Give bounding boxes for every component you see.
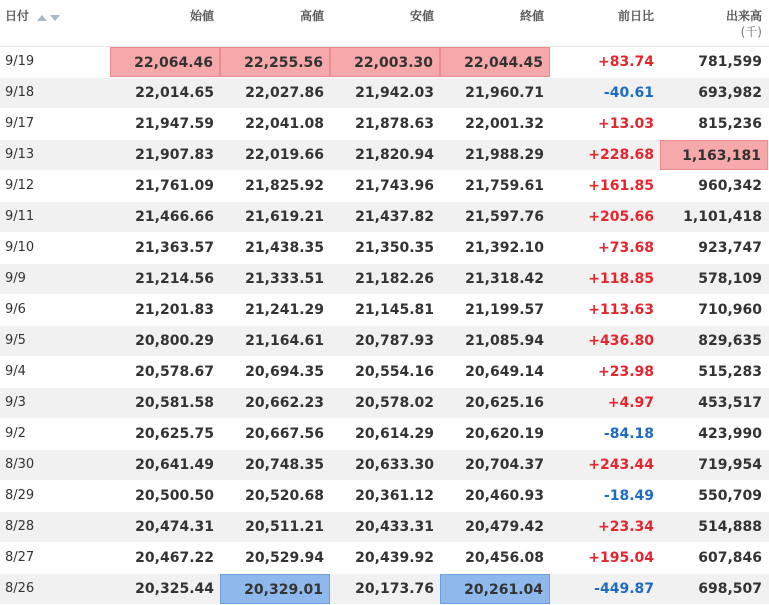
cell-close: 22,044.45 [440, 47, 550, 77]
cell-close: 20,625.16 [465, 395, 544, 411]
cell-close: 20,649.14 [465, 364, 544, 380]
cell-high: 22,255.56 [220, 47, 330, 77]
table-row [0, 574, 769, 605]
cell-volume: 515,283 [698, 364, 762, 380]
cell-volume: 550,709 [698, 488, 762, 504]
cell-high: 21,241.29 [245, 302, 324, 318]
cell-low: 21,878.63 [355, 116, 434, 132]
cell-close: 21,960.71 [465, 85, 544, 101]
cell-open: 21,907.83 [135, 147, 214, 163]
cell-change: +243.44 [588, 457, 654, 473]
cell-close: 21,759.61 [465, 178, 544, 194]
cell-open: 20,474.31 [135, 519, 214, 535]
cell-date: 9/4 [5, 364, 26, 379]
cell-open: 20,325.44 [135, 581, 214, 597]
column-header-high: 高値 [299, 9, 324, 23]
cell-date: 9/18 [5, 85, 35, 100]
cell-open: 20,641.49 [135, 457, 214, 473]
cell-date: 9/9 [5, 271, 26, 286]
cell-change: -449.87 [594, 581, 654, 597]
column-header-open: 始値 [189, 9, 214, 23]
cell-volume: 423,990 [698, 426, 762, 442]
column-header-change: 前日比 [617, 9, 654, 23]
cell-volume: 693,982 [698, 85, 762, 101]
table-row [0, 78, 769, 109]
table-header [0, 0, 769, 47]
cell-date: 9/19 [5, 54, 35, 69]
table-row [0, 171, 769, 202]
cell-low: 20,633.30 [355, 457, 434, 473]
table-body [0, 47, 769, 605]
cell-close: 20,620.19 [465, 426, 544, 442]
cell-volume: 960,342 [698, 178, 762, 194]
cell-volume: 1,163,181 [660, 140, 768, 170]
cell-low: 20,173.76 [355, 581, 434, 597]
cell-open: 20,500.50 [135, 488, 214, 504]
cell-close: 20,704.37 [465, 457, 544, 473]
table-row [0, 543, 769, 574]
cell-change: +205.66 [588, 209, 654, 225]
cell-open: 21,947.59 [135, 116, 214, 132]
cell-date: 8/28 [5, 519, 35, 534]
cell-high: 22,027.86 [245, 85, 324, 101]
cell-open: 20,800.29 [135, 333, 214, 349]
cell-low: 20,433.31 [355, 519, 434, 535]
cell-volume: 514,888 [698, 519, 762, 535]
cell-low: 20,614.29 [355, 426, 434, 442]
cell-high: 21,333.51 [245, 271, 324, 287]
table-row [0, 295, 769, 326]
cell-low: 21,820.94 [355, 147, 434, 163]
table-row [0, 388, 769, 419]
table-row [0, 140, 769, 171]
cell-change: +118.85 [588, 271, 654, 287]
cell-low: 20,578.02 [355, 395, 434, 411]
cell-close: 21,988.29 [465, 147, 544, 163]
cell-open: 21,466.66 [135, 209, 214, 225]
cell-high: 20,748.35 [245, 457, 324, 473]
cell-open: 20,581.58 [135, 395, 214, 411]
cell-change: -18.49 [603, 488, 654, 504]
table-row [0, 419, 769, 450]
cell-high: 20,667.56 [245, 426, 324, 442]
cell-date: 9/6 [5, 302, 26, 317]
column-header-close: 終値 [519, 9, 544, 23]
cell-open: 20,467.22 [135, 550, 214, 566]
cell-open: 22,014.65 [135, 85, 214, 101]
cell-volume: 607,846 [698, 550, 762, 566]
cell-close: 21,318.42 [465, 271, 544, 287]
cell-date: 8/30 [5, 457, 35, 472]
table-row [0, 202, 769, 233]
cell-low: 20,361.12 [355, 488, 434, 504]
column-header-date[interactable] [5, 9, 63, 24]
cell-change: +161.85 [588, 178, 654, 194]
cell-open: 21,201.83 [135, 302, 214, 318]
sort-descending-icon[interactable] [50, 15, 60, 21]
table-row [0, 264, 769, 295]
cell-volume: 781,599 [698, 54, 762, 70]
column-header-volume-unit: (千) [740, 25, 762, 39]
cell-volume: 578,109 [698, 271, 762, 287]
cell-close: 21,597.76 [465, 209, 544, 225]
cell-change: +113.63 [588, 302, 654, 318]
cell-date: 9/2 [5, 426, 26, 441]
cell-open: 21,363.57 [135, 240, 214, 256]
cell-volume: 710,960 [698, 302, 762, 318]
cell-change: -40.61 [603, 85, 654, 101]
cell-high: 20,511.21 [245, 519, 324, 535]
table-row [0, 233, 769, 264]
table-row [0, 481, 769, 512]
cell-volume: 719,954 [698, 457, 762, 473]
cell-close: 20,456.08 [465, 550, 544, 566]
cell-open: 21,214.56 [135, 271, 214, 287]
sort-ascending-icon[interactable] [37, 15, 47, 21]
cell-change: +83.74 [597, 54, 654, 70]
cell-close: 22,001.32 [465, 116, 544, 132]
cell-close: 21,085.94 [465, 333, 544, 349]
cell-low: 22,003.30 [330, 47, 440, 77]
cell-open: 20,625.75 [135, 426, 214, 442]
cell-change: +23.98 [597, 364, 654, 380]
cell-high: 22,019.66 [245, 147, 324, 163]
cell-date: 9/5 [5, 333, 26, 348]
cell-volume: 453,517 [698, 395, 762, 411]
cell-high: 20,529.94 [245, 550, 324, 566]
cell-open: 22,064.46 [110, 47, 220, 77]
cell-high: 21,164.61 [245, 333, 324, 349]
cell-change: +23.34 [597, 519, 654, 535]
cell-close: 20,460.93 [465, 488, 544, 504]
cell-change: +436.80 [588, 333, 654, 349]
cell-high: 20,662.23 [245, 395, 324, 411]
column-header-volume-label: 出来高 [725, 9, 762, 23]
table-row [0, 47, 769, 78]
cell-high: 21,438.35 [245, 240, 324, 256]
cell-low: 20,439.92 [355, 550, 434, 566]
cell-change: +195.04 [588, 550, 654, 566]
cell-high: 20,520.68 [245, 488, 324, 504]
cell-volume: 815,236 [698, 116, 762, 132]
cell-change: +13.03 [597, 116, 654, 132]
cell-low: 20,554.16 [355, 364, 434, 380]
table-row [0, 450, 769, 481]
sort-toggle[interactable] [37, 10, 63, 24]
cell-high: 21,619.21 [245, 209, 324, 225]
cell-high: 21,825.92 [245, 178, 324, 194]
cell-open: 20,578.67 [135, 364, 214, 380]
cell-date: 9/3 [5, 395, 26, 410]
cell-change: -84.18 [603, 426, 654, 442]
cell-low: 21,437.82 [355, 209, 434, 225]
cell-close: 20,479.42 [465, 519, 544, 535]
cell-low: 21,145.81 [355, 302, 434, 318]
column-header-volume [660, 9, 762, 39]
cell-date: 9/13 [5, 147, 35, 162]
cell-close: 20,261.04 [440, 574, 550, 604]
cell-volume: 698,507 [698, 581, 762, 597]
cell-date: 9/10 [5, 240, 35, 255]
table-row [0, 512, 769, 543]
cell-low: 21,350.35 [355, 240, 434, 256]
cell-close: 21,392.10 [465, 240, 544, 256]
cell-close: 21,199.57 [465, 302, 544, 318]
column-header-low: 安値 [409, 9, 434, 23]
cell-change: +228.68 [588, 147, 654, 163]
table-row [0, 357, 769, 388]
cell-change: +73.68 [597, 240, 654, 256]
cell-low: 20,787.93 [355, 333, 434, 349]
cell-low: 21,743.96 [355, 178, 434, 194]
cell-high: 22,041.08 [245, 116, 324, 132]
table-row [0, 326, 769, 357]
cell-date: 8/26 [5, 581, 35, 596]
cell-low: 21,182.26 [355, 271, 434, 287]
cell-change: +4.97 [607, 395, 654, 411]
cell-high: 20,329.01 [220, 574, 330, 604]
cell-date: 9/11 [5, 209, 35, 224]
cell-date: 9/12 [5, 178, 35, 193]
cell-volume: 829,635 [698, 333, 762, 349]
table-row [0, 109, 769, 140]
cell-high: 20,694.35 [245, 364, 324, 380]
cell-volume: 923,747 [698, 240, 762, 256]
cell-open: 21,761.09 [135, 178, 214, 194]
cell-low: 21,942.03 [355, 85, 434, 101]
cell-date: 8/29 [5, 488, 35, 503]
cell-date: 8/27 [5, 550, 35, 565]
cell-date: 9/17 [5, 116, 35, 131]
column-header-date-label: 日付 [5, 9, 30, 23]
cell-volume: 1,101,418 [683, 209, 762, 225]
